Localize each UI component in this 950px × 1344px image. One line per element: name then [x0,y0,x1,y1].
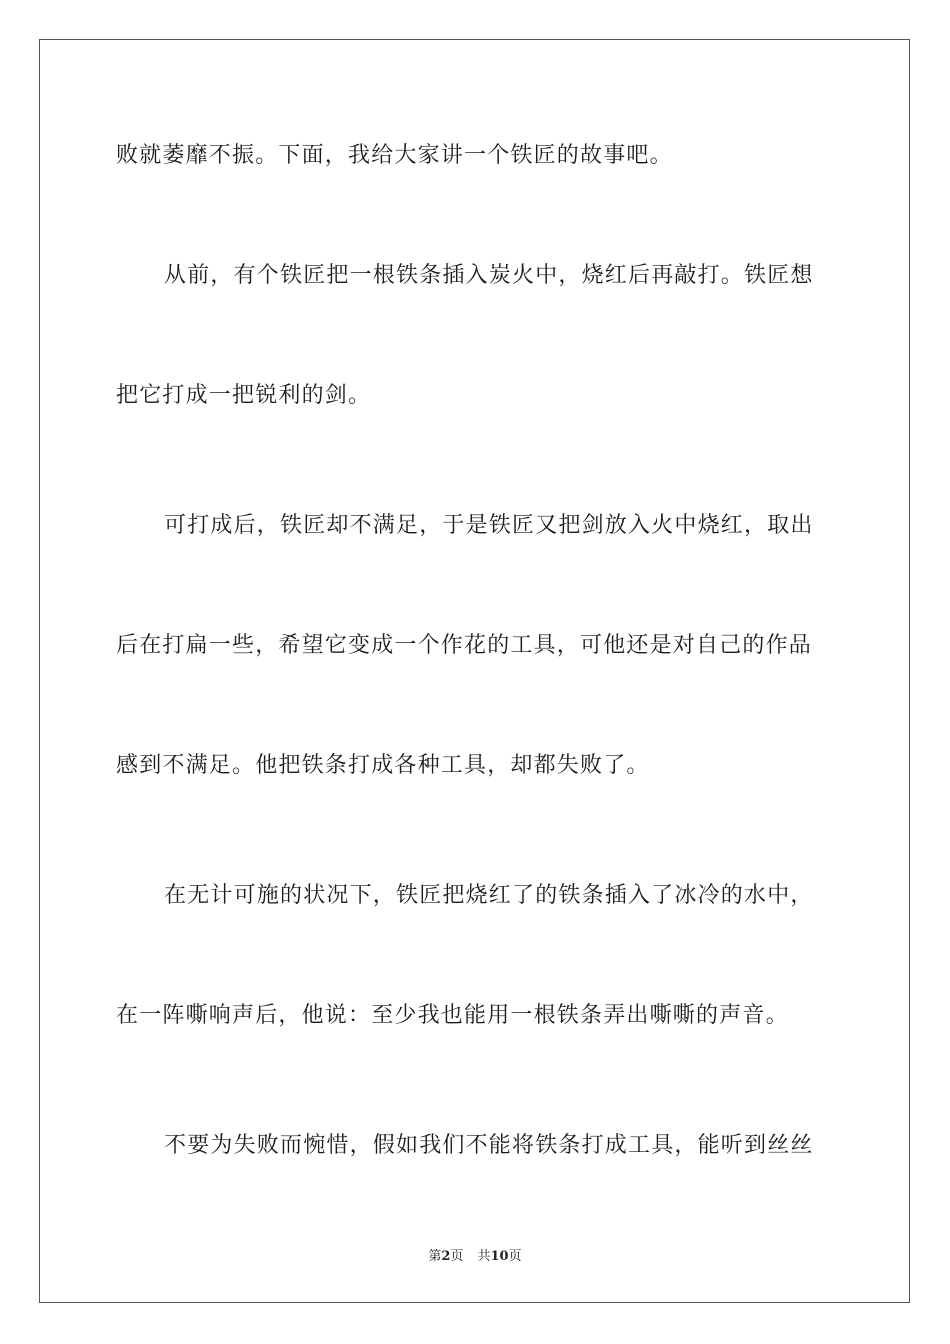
text-line-1: 败就萎靡不振。下面，我给大家讲一个铁匠的故事吧。 [116,143,673,168]
text-line-6: 感到不满足。他把铁条打成各种工具，却都失败了。 [116,753,650,778]
text-line-7: 在无计可施的状况下，铁匠把烧红了的铁条插入了冰冷的水中， [164,883,814,908]
page-footer [0,1248,950,1266]
page-prefix: 第 [428,1249,442,1264]
page-suffix: 页 [450,1249,464,1264]
total-prefix: 共 [477,1249,491,1264]
text-line-8: 在一阵嘶响声后，他说：至少我也能用一根铁条弄出嘶嘶的声音。 [116,1003,789,1028]
page-number: 2 [441,1249,451,1264]
text-line-5: 后在打扁一些，希望它变成一个作花的工具，可他还是对自己的作品 [116,633,813,658]
total-suffix: 页 [508,1249,522,1264]
text-line-9: 不要为失败而惋惜，假如我们不能将铁条打成工具，能听到丝丝 [164,1133,814,1158]
text-line-2: 从前，有个铁匠把一根铁条插入炭火中，烧红后再敲打。铁匠想 [164,263,814,288]
total-pages: 10 [490,1249,509,1264]
page-border [39,39,910,1303]
text-line-3: 把它打成一把锐利的剑。 [116,383,372,408]
text-line-4: 可打成后，铁匠却不满足，于是铁匠又把剑放入火中烧红，取出 [164,513,814,538]
